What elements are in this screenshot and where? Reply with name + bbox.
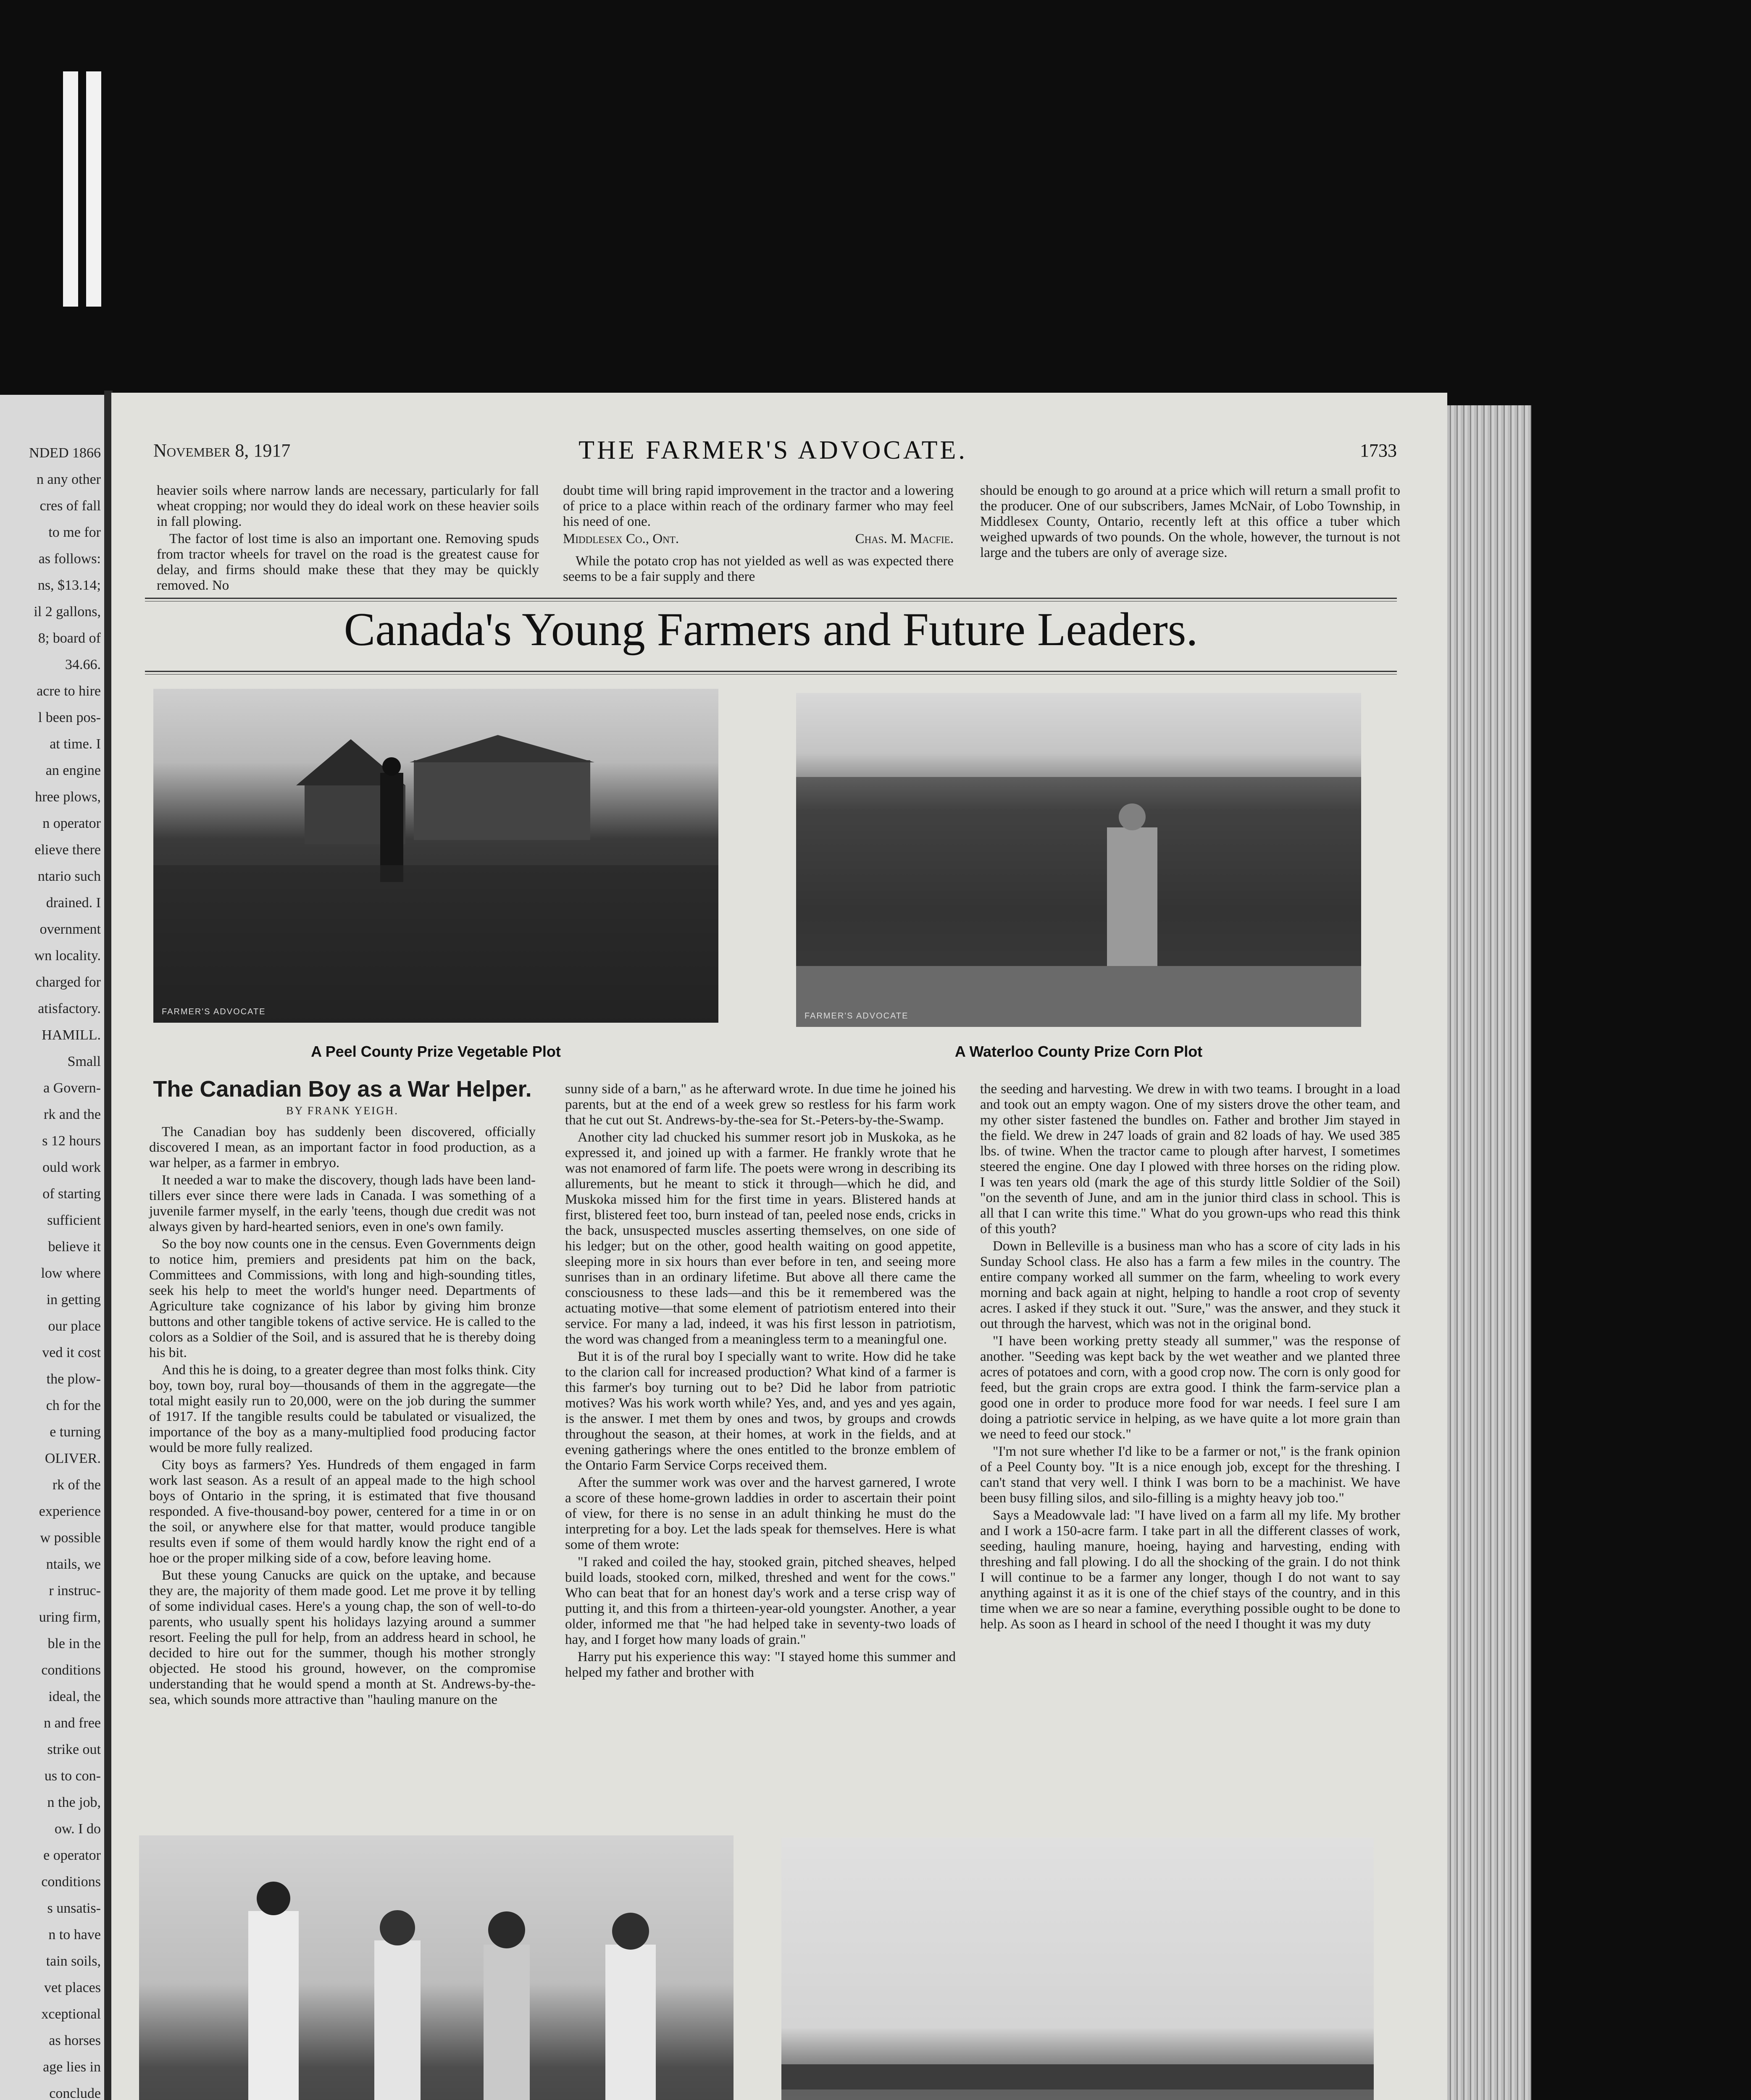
facing-page-text-fragment: at time. I [50, 736, 101, 752]
facing-page-text-fragment: ow. I do [54, 1821, 101, 1837]
facing-page-text-fragment: xceptional [41, 2006, 101, 2022]
article-column-3 [980, 1082, 1400, 1634]
article-paragraph: Down in Belleville is a business man who has a score of city lads in his Sunday School class. He also has a farm a few miles in the country. The entire company worked all summer on the farm, wheeling to work every morning and back again at night, helping to handle a root crop of seventy acres. I asked if they stuck it out. "Sure," was the answer, and they stuck it out through the harvest, which was not in the original bond. [980, 1239, 1400, 1331]
facing-page-text-fragment: n the job, [47, 1795, 101, 1810]
facing-page-text-fragment: to me for [48, 525, 101, 540]
facing-page-text-fragment: conclude [49, 2086, 101, 2100]
facing-page-text-fragment: as horses [49, 2033, 101, 2048]
article-paragraph: But these young Canucks are quick on the uptake, and because they are, the majority of them made good. Let me prove it by telling of some individual cases. Here's a young chap, the son of well-to-do parents, who usually spent his holidays lazying around a summer resort. Feeling the pull for help, from an address heard in school, he decided to hire out for the summer, though his mother strongly objected. He stood his ground, however, on the compromise understanding that he would spend a month at St. Andrews-by-the-sea, which sounds more attractive than "hauling manure on the [149, 1568, 536, 1707]
article-paragraph: sunny side of a barn," as he afterward wrote. In due time he joined his parents, but at the end of a week grew so restless for his farm work that he cut out St. Andrews-by-the-sea for St.-Peters-by-the-Swamp. [565, 1082, 956, 1128]
facing-page-text-fragment: cres of fall [39, 498, 101, 514]
photo-vegetable-plot-scene [153, 689, 718, 1023]
article-paragraph: But it is of the rural boy I specially want to write. How did he take to the clarion call for increased production? What kind of a farmer is this farmer's boy turning out to be? Did he labor from patriotic motives? Was his work worth while? Yes, and, and yes and yes again, is the answer. I met them by ones and twos, by groups and crowds throughout the season, at their homes, at work in the fields, and at evening gatherings where the ones entitled to the bronze emblem of the Ontario Farm Service Corps received them. [565, 1349, 956, 1473]
signature-name: Chas. M. Macfie. [855, 531, 954, 546]
photo-potato-plot-scene [781, 1838, 1374, 2100]
top-column-3 [980, 483, 1400, 562]
photo-vegetable-plot [153, 689, 718, 1023]
facing-page-text-fragment: rk of the [52, 1477, 101, 1493]
facing-page-text-fragment: sufficient [47, 1213, 101, 1228]
facing-page-text-fragment: acre to hire [37, 683, 101, 699]
paragraph: doubt time will bring rapid improvement in the tractor and a lowering of price to a place within reach of the ordinary farmer who may feel his need of one. [563, 483, 954, 529]
facing-page-text-fragment: ntario such [37, 869, 101, 884]
article-paragraph: City boys as farmers? Yes. Hundreds of them engaged in farm work last season. As a result of an appeal made to the high school boys of Ontario in the spring, it is estimated that five thousand responded. A five-thousand-boy power, centered for a time in or on the soil, or anywhere else for that matter, would produce tangible results even if some of them would hardly know the right end of a hoe or the proper milking side of a cow, before leaving home. [149, 1457, 536, 1566]
facing-page-text-fragment: of starting [42, 1186, 101, 1202]
paragraph: The factor of lost time is also an important one. Removing spuds from tractor wheels for travel on the road is the greatest cause for delay, and firms should make these that they may be quickly removed. No [157, 531, 539, 593]
facing-page-text-fragment: e operator [43, 1848, 101, 1863]
facing-page-text-fragment: atisfactory. [38, 1001, 101, 1016]
paragraph: heavier soils where narrow lands are necessary, particularly for fall wheat cropping; nor would they do ideal work on these heavier soils in fall plowing. [157, 483, 539, 529]
article-paragraph: the seeding and harvesting. We drew in with two teams. I brought in a load and took out an empty wagon. One of my sisters drove the other team, and my other sister fastened the bundles on. Father and brother Jim stayed in the field. We drew in 247 loads of grain and 82 loads of hay. We used 385 lbs. of twine. When the tractor came to plough after harvest, I sometimes steered the engine. One day I plowed with three horses on the riding plow. I was ten years old (mark the age of this sturdy little Soldier of the Soil) "on the seventh of June, and am in the junior third class in school. This is all that I can write this time." What do you grown-ups who read this think of this youth? [980, 1082, 1400, 1236]
article-paragraph: The Canadian boy has suddenly been discovered, officially discovered I mean, as an important factor in food production, as a war helper, as a farmer in embryo. [149, 1124, 536, 1171]
photo-credit: FARMER'S ADVOCATE [162, 1007, 266, 1016]
top-column-2 [563, 483, 954, 586]
facing-page-text-fragment: us to con- [44, 1768, 101, 1784]
facing-page-text-fragment: w possible [40, 1530, 101, 1546]
facing-page-text-fragment: ns, $13.14; [37, 578, 101, 593]
photo-corn-plot-scene [796, 693, 1361, 1027]
facing-page-text-fragment: overnment [39, 921, 101, 937]
article-paragraph: Says a Meadowvale lad: "I have lived on a farm all my life. My brother and I work a 150-acre farm. I take part in all the different classes of work, seeding, hauling manure, hoeing, haying and harvesting, ending with threshing and fall plowing. I do all the shocking of the grain. I do not think I will continue to be a farmer any longer, though I do not want to say anything against it as it is one of the chief stays of the country, and in this time when we are so near a famine, everything possible ought to be done to help. As soon as I heard in school of the need I thought it was my duty [980, 1508, 1400, 1632]
facing-page-text-fragment: vet places [44, 1980, 101, 1995]
facing-page-text-fragment: ideal, the [48, 1689, 101, 1704]
facing-page-text-fragment: low where [41, 1265, 101, 1281]
facing-page-text-fragment: rk and the [44, 1107, 101, 1122]
paragraph: While the potato crop has not yielded as well as was expected there seems to be a fair supply and there [563, 554, 954, 584]
article-title: The Canadian Boy as a War Helper. [153, 1076, 532, 1102]
facing-page-text-fragment: n and free [44, 1715, 101, 1731]
facing-page-text-fragment: elieve there [34, 842, 101, 858]
article-byline: BY FRANK YEIGH. [286, 1105, 399, 1117]
article-paragraph: So the boy now counts one in the census. Even Governments deign to notice him, premiers and presidents pat him on the back, Committees and Commissions, with long and high-sounding titles, seek his help to meet the world's hunger need. Departments of Agriculture take cognizance of his labor by giving him bronze buttons and other tangible tokens of active service. He is called to the colors as a Soldier of the Soil, and is assured that he is thereby doing his bit. [149, 1236, 536, 1360]
film-edge-bar-left [63, 71, 78, 307]
facing-page-text-fragment: il 2 gallons, [34, 604, 101, 620]
photo-caption: A Peel County Prize Vegetable Plot [311, 1043, 561, 1060]
facing-page-text-fragment: age lies in [43, 2059, 101, 2075]
facing-page-text-fragment: 34.66. [65, 657, 101, 672]
facing-page-text-fragment: ble in the [47, 1636, 101, 1651]
facing-page-text-fragment: n any other [37, 472, 101, 487]
facing-page-text-fragment: an engine [45, 763, 101, 778]
facing-page-text-fragment: s 12 hours [42, 1133, 101, 1149]
facing-page-text-fragment: wn locality. [34, 948, 101, 963]
title-rule-top [145, 598, 1397, 599]
paragraph: should be enough to go around at a price which will return a small profit to the producer. One of our subscribers, James McNair, of Lobo Township, in Middlesex County, Ontario, recently left at this office a tuber which weighed upwards of two pounds. On the whole, however, the turnout is not large and the tubers are only of average size. [980, 483, 1400, 560]
signature-place: Middlesex Co., Ont. [563, 531, 679, 546]
facing-page-text-fragment: n to have [48, 1927, 101, 1942]
facing-page-text-fragment: ch for the [46, 1398, 101, 1413]
facing-page-text-fragment: a Govern- [43, 1080, 101, 1096]
issue-date: November 8, 1917 [153, 440, 291, 461]
article-paragraph: After the summer work was over and the harvest garnered, I wrote a score of these home-grown laddies in order to ascertain their point of view, for there is no sense in an adult thinking he must do the interpreting for a boy. Let the lads speak for themselves. Here is what some of them wrote: [565, 1475, 956, 1552]
photo-potato-plot [781, 1838, 1374, 2100]
facing-page-text-fragment: experience [39, 1504, 101, 1519]
facing-page-text-fragment: OLIVER. [45, 1451, 101, 1466]
facing-page-text-fragment: as follows: [38, 551, 101, 567]
masthead: THE FARMER'S ADVOCATE. [578, 436, 968, 465]
facing-page-text-fragment: ved it cost [42, 1345, 101, 1360]
facing-page-text-fragment: HAMILL. [42, 1027, 101, 1043]
facing-page-text-fragment: hree plows, [35, 789, 101, 805]
facing-page-text-fragment: s unsatis- [47, 1900, 101, 1916]
photo-corn-plot [796, 693, 1361, 1027]
title-rule-bottom-thin [145, 674, 1397, 675]
photo-credit: FARMER'S ADVOCATE [805, 1011, 909, 1021]
article-paragraph: Harry put his experience this way: "I stayed home this summer and helped my father and brother with [565, 1649, 956, 1680]
facing-page-text-fragment: Small [67, 1054, 101, 1069]
signature [563, 531, 954, 547]
film-edge-bar-right [86, 71, 101, 307]
facing-page-text-fragment: conditions [41, 1662, 101, 1678]
article-paragraph: "I'm not sure whether I'd like to be a farmer or not," is the frank opinion of a Peel County boy. "It is a nice enough job, except for the threshing. I can't stand that very well. I think I was born to be a machinist. We have been busy filling silos, and silo-filling is a mighty heavy job too." [980, 1444, 1400, 1506]
facing-page-text-fragment: our place [48, 1318, 101, 1334]
facing-page-fragment [0, 395, 104, 2100]
article-column-1 [149, 1076, 536, 1709]
facing-page-text-fragment: conditions [41, 1874, 101, 1890]
photo-caption: A Waterloo County Prize Corn Plot [954, 1043, 1203, 1060]
facing-page-text-fragment: n operator [42, 816, 101, 831]
top-column-1 [157, 483, 539, 595]
photo-berry-pickers-scene [139, 1835, 734, 2100]
page-edges [1447, 405, 1531, 2100]
facing-page-text-fragment: strike out [47, 1742, 101, 1757]
facing-page-text-fragment: r instruc- [49, 1583, 101, 1599]
facing-page-text-fragment: 8; board of [38, 630, 101, 646]
facing-page-text-fragment: ould work [42, 1160, 101, 1175]
article-paragraph: And this he is doing, to a greater degree than most folks think. City boy, town boy, rural boy—thousands of them in the aggregate—the total might easily run to 20,000, were on the job during the summer of 1917. If the tangible results could be tabulated or visualized, the importance of the boy as a many-multiplied food producing factor would be more fully realized. [149, 1362, 536, 1455]
facing-page-text-fragment: e turning [50, 1424, 101, 1440]
article-paragraph: "I raked and coiled the hay, stooked grain, pitched sheaves, helped build loads, stooked corn, milked, threshed and went for the cows." Who can beat that for an honest day's work and a terse crisp way of putting it, and this from a thirteen-year-old youngster. Another, a year older, informed me that "he had helped take in seventy-two loads of hay, and I forget how many loads of grain." [565, 1554, 956, 1647]
facing-page-text-fragment: in getting [46, 1292, 101, 1307]
page-header [141, 436, 1405, 469]
facing-page-text-fragment: drained. I [46, 895, 101, 911]
facing-page-text-fragment: tain soils, [46, 1953, 101, 1969]
facing-page-text-fragment: NDED 1866 [29, 445, 101, 461]
article-paragraph: "I have been working pretty steady all summer," was the response of another. "Seeding was kept back by the wet weather and we planted three acres of potatoes and corn, with a good crop now. The corn is only good for feed, but the grain crops are extra good. I think the farm-service plan a good one in order to produce more food for war needs. I feel sure I am doing a patriotic service in helping, as we have quite a lot more grain than we need to feed our stock." [980, 1334, 1400, 1442]
facing-page-text-fragment: charged for [35, 974, 101, 990]
article-paragraph: Another city lad chucked his summer resort job in Muskoka, as he expressed it, and joined up with a farmer. He frankly wrote that he was not enamored of farm life. The poets were wrong in describing its allurements, but he meant to stick it through—which he did, and Muskoka missed him for the first time in years. Blistered hands at first, blistered feet too, burn instead of tan, peeled nose ends, cricks in the back, unsuspected muscles asserting themselves, on one side of his ledger; but on the other, good health waiting on good appetite, sleeping more in six hours than ever before in ten, and seeing more sunrises than in an ordinary lifetime. But above all there came the consciousness to these lads—and this be it remembered was the actuating motive—that some element of patriotism entered into their service. For many a lad, indeed, it was his first lesson in patriotism, the word was changed from a meaningless term to a meaningful one. [565, 1130, 956, 1347]
facing-page-text-fragment: l been pos- [38, 710, 101, 725]
facing-page-text-fragment: uring firm, [39, 1609, 101, 1625]
article-column-2 [565, 1082, 956, 1682]
facing-page-text-fragment: the plow- [46, 1371, 101, 1387]
newspaper-page [111, 393, 1447, 2100]
facing-page-text-fragment: ntails, we [46, 1557, 101, 1572]
facing-page-text-fragment: believe it [48, 1239, 101, 1255]
feature-title: Canada's Young Farmers and Future Leaders. [344, 604, 1198, 656]
title-rule-bottom [145, 671, 1397, 672]
article-paragraph: It needed a war to make the discovery, though lads have been land-tillers ever since there were lads in Canada. I was something of a juvenile farmer myself, in the early 'teens, though due credit was not always given by hard-hearted seniors, even in one's own family. [149, 1173, 536, 1234]
page-number: 1733 [1360, 440, 1397, 461]
photo-berry-pickers [139, 1835, 734, 2100]
